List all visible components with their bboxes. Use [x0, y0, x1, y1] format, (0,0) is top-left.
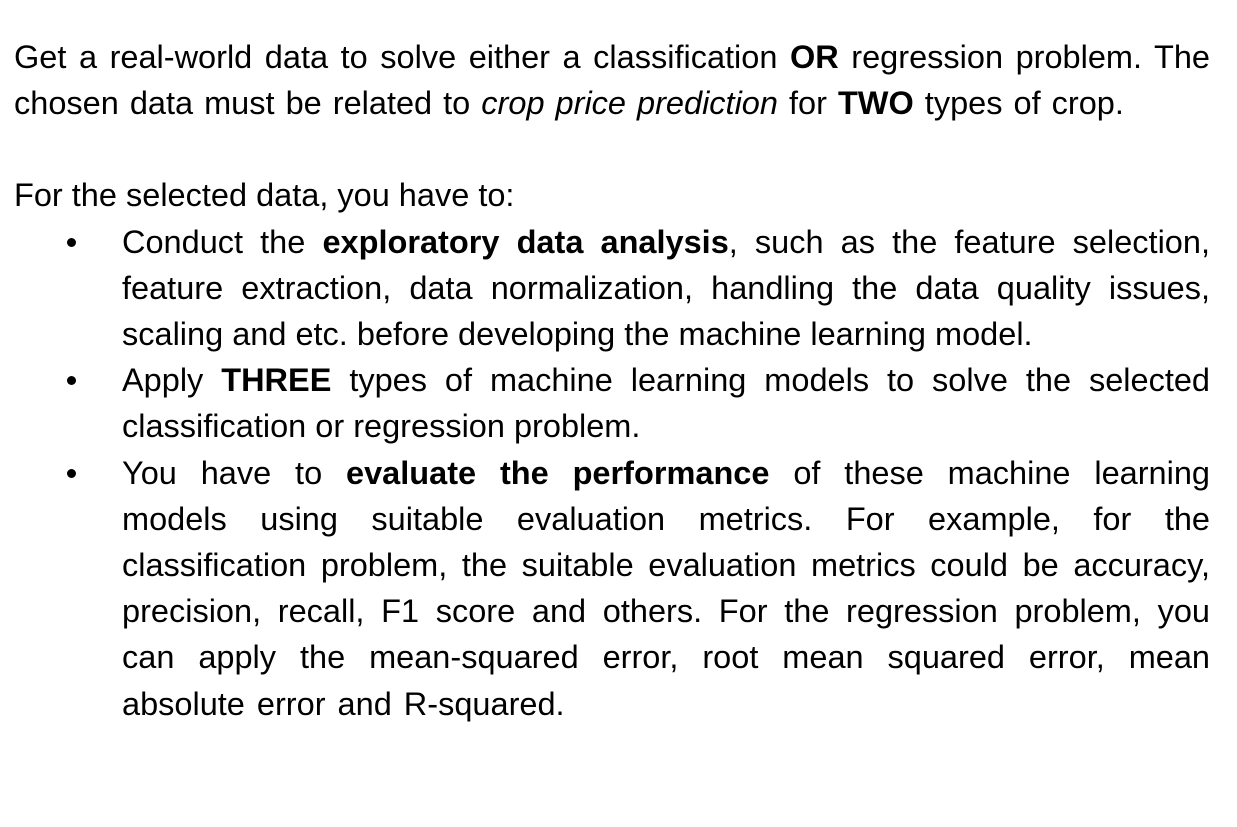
document-body — [14, 34, 1210, 727]
list-item-bold: evaluate the performance — [346, 454, 770, 491]
intro-topic-italic: crop price prediction — [481, 85, 778, 122]
lead-sentence: For the selected data, you have to: — [14, 177, 515, 214]
list-item — [14, 450, 1210, 727]
list-item-text: , such as the feature selection, feature extraction, data normalization, handling the data quality issues, scaling and etc. before developing the machine learning model. — [122, 223, 1210, 353]
intro-two-bold: TWO — [837, 85, 914, 122]
list-item — [14, 219, 1210, 358]
intro-paragraph — [14, 34, 1210, 126]
list-item-text: types of machine learning models to solve the selected classification or regression problem. — [122, 362, 1210, 445]
task-list — [14, 219, 1210, 727]
list-item-text: of these machine learning models using suitable evaluation metrics. For example, for the classification problem, the suitable evaluation metrics could be accuracy, precision, recall, F1 score and others. For the regression problem, you can apply the mean-squared error, root mean squared error, mean absolute error and R-squared. — [122, 454, 1210, 722]
list-item-text: Apply — [122, 362, 222, 399]
bullet-icon — [67, 376, 76, 385]
list-item-text: You have to — [122, 454, 347, 491]
bullet-icon — [67, 238, 76, 247]
intro-text: types of crop. — [913, 85, 1124, 122]
bullet-icon — [67, 469, 76, 478]
list-item-text: Conduct the — [122, 223, 323, 260]
intro-text: regression problem. The chosen data must be related to — [14, 39, 1210, 122]
intro-text: for — [777, 85, 838, 122]
list-item-bold: exploratory data analysis — [322, 223, 729, 260]
list-item-bold: THREE — [221, 362, 332, 399]
paragraph-spacer — [14, 126, 1210, 172]
intro-or-bold: OR — [789, 39, 839, 75]
intro-text: Get a real-world data to solve either a classification — [14, 39, 790, 75]
list-item — [14, 357, 1210, 449]
